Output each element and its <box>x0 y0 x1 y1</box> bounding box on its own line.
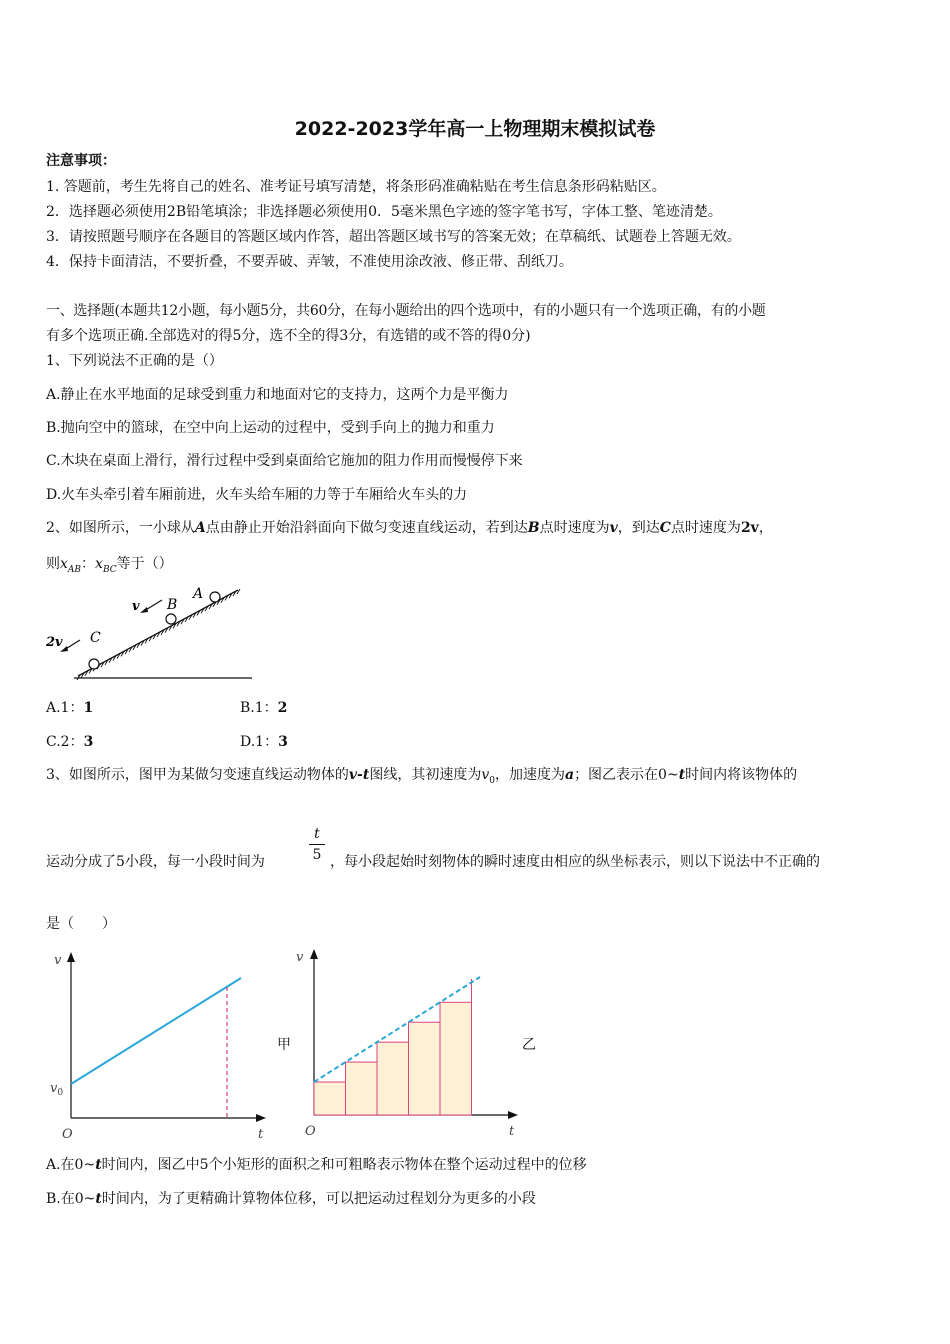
q2-stem-line2: 则$x_{AB}$：$x_{BC}$等于（） <box>46 556 173 575</box>
svg-text:t: t <box>509 1124 515 1139</box>
graph-yi-label: 乙 <box>522 1037 536 1053</box>
notice-heading: 注意事项： <box>46 153 116 169</box>
svg-text:t: t <box>258 1127 264 1142</box>
svg-text:v: v <box>132 599 140 614</box>
q2-option-c: C.2：3 <box>46 734 94 750</box>
q1-option-b: B.抛向空中的篮球，在空中向上运动的过程中，受到手向上的抛力和重力 <box>46 420 495 436</box>
section-heading: 一、选择题(本题共12小题，每小题5分，共60分，在每小题给出的四个选项中，有的小题只有一个选项正确，有的小题 <box>46 303 766 319</box>
step-rect <box>409 1022 441 1115</box>
q3-stem: 3、如图所示，图甲为某做匀变速直线运动物体的v-t图线，其初速度为$v_0$，加速度为a；图乙表示在0~t时间内将该物体的 <box>46 767 798 786</box>
svg-text:A: A <box>193 586 204 602</box>
q2-stem: 2、如图所示，一小球从A点由静止开始沿斜面向下做匀变速直线运动，若到达B点时速度为v，到达C点时速度为2v， <box>46 520 773 536</box>
q3-option-b: B.在0~t时间内，为了更精确计算物体位移，可以把运动过程划分为更多的小段 <box>46 1191 536 1207</box>
notice-item: 1. 答题前，考生先将自己的姓名、准考证号填写清楚，将条形码准确粘贴在考生信息条形码粘贴区。 <box>46 179 666 195</box>
graph-jia-label: 甲 <box>277 1037 291 1053</box>
svg-text:v: v <box>54 953 62 968</box>
svg-text:v0: $v_0$ <box>50 1081 64 1098</box>
step-rect <box>346 1062 378 1115</box>
q1-option-d: D.火车头牵引着车厢前进，火车头给车厢的力等于车厢给火车头的力 <box>46 487 468 503</box>
incline-figure <box>44 584 254 684</box>
q3-stem-line2a: 运动分成了5小段，每一小段时间为 <box>46 854 265 870</box>
svg-text:O: O <box>305 1124 316 1139</box>
graph-jia <box>46 948 276 1148</box>
svg-text:2v: 2v <box>46 635 63 650</box>
q2-option-a: A.1：1 <box>46 700 94 716</box>
page-title: 2022-2023学年高一上物理期末模拟试卷 <box>294 118 656 140</box>
step-rect <box>377 1042 409 1115</box>
graph-yi <box>288 945 528 1145</box>
svg-text:v: v <box>296 950 304 965</box>
q3-stem-line3: 是（ ） <box>46 916 116 932</box>
step-rect <box>440 1002 472 1115</box>
notice-item: 2．选择题必须使用2B铅笔填涂；非选择题必须使用0．5毫米黑色字迹的签字笔书写，字体工整、笔迹清楚。 <box>46 204 722 220</box>
q3-option-a: A.在0~t时间内，图乙中5个小矩形的面积之和可粗略表示物体在整个运动过程中的位移 <box>46 1157 587 1173</box>
fraction-t-over-5: t 5 <box>309 826 325 863</box>
q1-option-c: C.木块在桌面上滑行，滑行过程中受到桌面给它施加的阻力作用而慢慢停下来 <box>46 453 523 469</box>
q1-option-a: A.静止在水平地面的足球受到重力和地面对它的支持力，这两个力是平衡力 <box>46 387 509 403</box>
q1-stem: 1、下列说法不正确的是（） <box>46 353 223 369</box>
svg-text:B: B <box>167 597 178 613</box>
section-heading-cont: 有多个选项正确.全部选对的得5分，选不全的得3分，有选错的或不答的得0分) <box>46 328 531 344</box>
q3-stem-line2b: ，每小段起始时刻物体的瞬时速度由相应的纵坐标表示，则以下说法中不正确的 <box>330 854 820 870</box>
step-rect <box>314 1082 346 1115</box>
notice-item: 4．保持卡面清洁，不要折叠，不要弄破、弄皱，不准使用涂改液、修正带、刮纸刀。 <box>46 254 573 270</box>
svg-text:C: C <box>90 630 101 646</box>
q2-option-d: D.1：3 <box>240 734 288 750</box>
notice-item: 3．请按照题号顺序在各题目的答题区域内作答，超出答题区域书写的答案无效；在草稿纸、试题卷上答题无效。 <box>46 229 741 245</box>
svg-text:O: O <box>62 1127 73 1142</box>
q2-option-b: B.1：2 <box>240 700 288 716</box>
